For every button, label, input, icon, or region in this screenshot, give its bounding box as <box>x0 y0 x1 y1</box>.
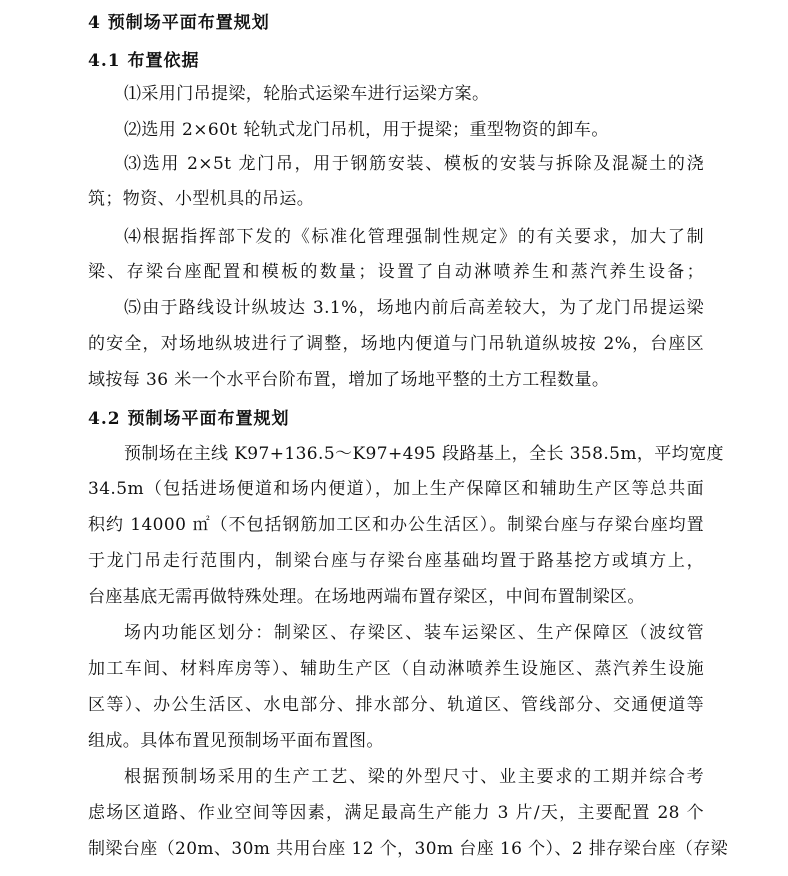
paragraph-line: 34.5m（包括进场便道和场内便道），加上生产保障区和辅助生产区等总共面 <box>88 479 704 499</box>
paragraph-line: 筑；物资、小型机具的吊运。 <box>88 189 315 209</box>
paragraph-line: 梁、存梁台座配置和模板的数量；设置了自动淋喷养生和蒸汽养生设备； <box>88 262 704 282</box>
subsection-heading-4-2: 4.2 预制场平面布置规划 <box>88 409 290 429</box>
paragraph-line: 于龙门吊走行范围内，制梁台座与存梁台座基础均置于路基挖方或填方上， <box>88 551 704 571</box>
paragraph-line: 预制场在主线 K97+136.5～K97+495 段路基上，全长 358.5m，平均宽度 <box>124 444 724 464</box>
paragraph-line: ⑷根据指挥部下发的《标准化管理强制性规定》的有关要求，加大了制 <box>124 227 704 247</box>
subsection-heading-4-1: 4.1 布置依据 <box>88 51 200 71</box>
paragraph-line: ⑶选用 2×5t 龙门吊，用于钢筋安装、模板的安装与拆除及混凝土的浇 <box>124 154 704 174</box>
paragraph-line: 场内功能区划分：制梁区、存梁区、装车运梁区、生产保障区（波纹管 <box>124 623 704 643</box>
paragraph-line: ⑴采用门吊提梁，轮胎式运梁车进行运梁方案。 <box>124 84 490 104</box>
paragraph-line: ⑵选用 2×60t 轮轨式龙门吊机，用于提梁；重型物资的卸车。 <box>124 120 609 140</box>
paragraph-line: 台座基底无需再做特殊处理。在场地两端布置存梁区，中间布置制梁区。 <box>88 587 645 607</box>
paragraph-line: 区等）、办公生活区、水电部分、排水部分、轨道区、管线部分、交通便道等 <box>88 695 704 715</box>
paragraph-line: ⑸由于路线设计纵坡达 3.1%，场地内前后高差较大，为了龙门吊提运梁 <box>124 298 704 318</box>
paragraph-line: 制梁台座（20m、30m 共用台座 12 个，30m 台座 16 个）、2 排存梁台座（存梁 <box>88 839 729 859</box>
section-heading: 4 预制场平面布置规划 <box>88 13 270 33</box>
paragraph-line: 组成。具体布置见预制场平面布置图。 <box>88 731 384 751</box>
paragraph-line: 虑场区道路、作业空间等因素，满足最高生产能力 3 片/天，主要配置 28 个 <box>88 803 704 823</box>
paragraph-line: 域按每 36 米一个水平台阶布置，增加了场地平整的土方工程数量。 <box>88 370 610 390</box>
paragraph-line: 根据预制场采用的生产工艺、梁的外型尺寸、业主要求的工期并综合考 <box>124 767 704 787</box>
paragraph-line: 积约 14000 ㎡（不包括钢筋加工区和办公生活区）。制梁台座与存梁台座均置 <box>88 515 704 535</box>
paragraph-line: 加工车间、材料库房等）、辅助生产区（自动淋喷养生设施区、蒸汽养生设施 <box>88 659 704 679</box>
paragraph-line: 的安全，对场地纵坡进行了调整，场地内便道与门吊轨道纵坡按 2%，台座区 <box>88 334 704 354</box>
